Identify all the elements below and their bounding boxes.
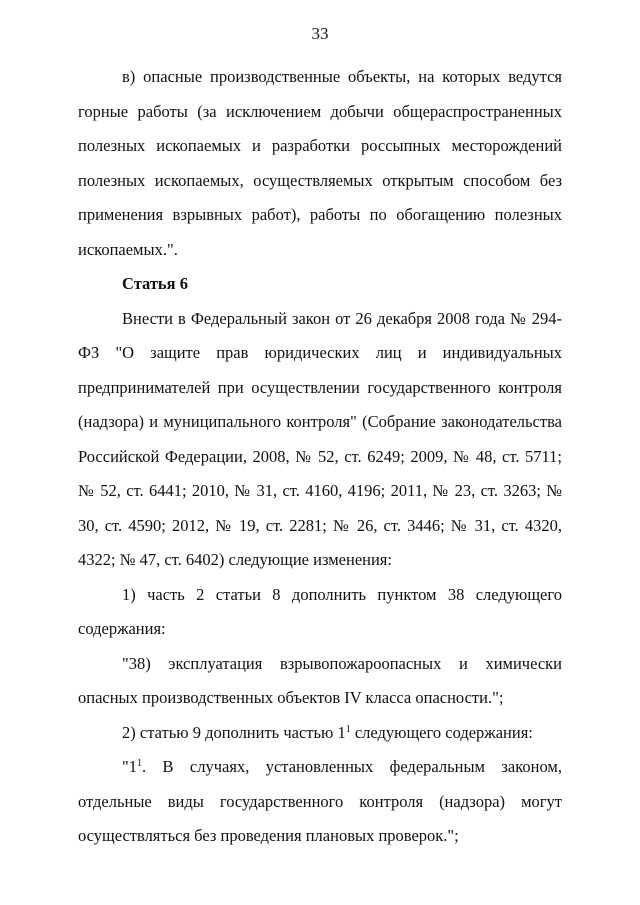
item-2-superscript: 1 [345, 723, 351, 735]
part-1-1-text-after: . В случаях, установленных федеральным законом, отдельные виды государственного контроля (надзора) могут осуществляться без проведения плановых проверок."; [78, 757, 562, 845]
paragraph-item-38: "38) эксплуатация взрывопожароопасных и химически опасных производственных объектов IV класса опасности."; [78, 653, 562, 707]
paragraph-mining-objects: в) опасные производственные объекты, на которых ведутся горные работы (за исключением добычи общераспространенных полезных ископаемых и разработки россыпных месторождений полезных ископаемых, осуществляемых открытым способом без применения взрывных работ), работы по обогащению полезных ископаемых.". [78, 67, 562, 259]
paragraph-amendment-intro: Внести в Федеральный закон от 26 декабря 2008 года № 294-ФЗ "О защите прав юридических лиц и индивидуальных предпринимателей при осуществлении государственного контроля (надзора) и муниципального контроля" (Собрание законодательства Российской Федерации, 2008, № 52, ст. 6249; 2009, № 48, ст. 5711; № 52, ст. 6441; 2010, № 31, ст. 4160, 4196; 2011, № 23, ст. 3263; № 30, ст. 4590; 2012, № 19, ст. 2281; № 26, ст. 3446; № 31, ст. 4320, 4322; № 47, ст. 6402) следующие изменения: [78, 308, 562, 569]
paragraph-part-1-1 [78, 750, 562, 854]
part-1-1-superscript: 1 [137, 758, 142, 769]
paragraph-item-2 [78, 716, 562, 751]
part-1-1-text-before: "1 [122, 757, 137, 776]
item-2-text-before: 2) статью 9 дополнить частью 1 [122, 722, 346, 742]
item-2-text-after: следующего содержания: [350, 722, 533, 742]
article-heading: Статья 6 [122, 274, 188, 293]
page-number: 33 [311, 24, 329, 43]
document-body [78, 60, 562, 854]
paragraph-item-1: 1) часть 2 статьи 8 дополнить пунктом 38 следующего содержания: [78, 584, 562, 638]
